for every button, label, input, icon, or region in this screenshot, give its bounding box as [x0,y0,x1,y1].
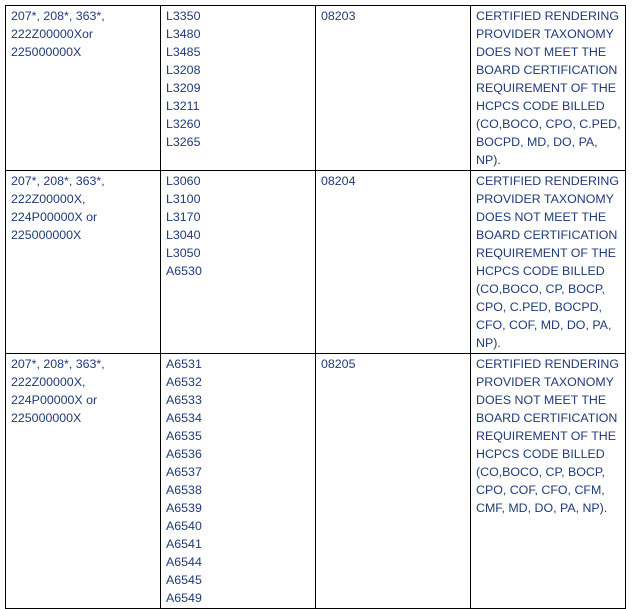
taxonomy-line: 225000000X [11,45,82,59]
hcpcs-code: A6534 [166,411,202,425]
hcpcs-code: L3211 [166,99,200,113]
taxonomy-cell [6,171,161,354]
description-line: PROVIDER TAXONOMY [476,375,614,389]
description-line: BOCPD, MD, DO, PA, [476,135,598,149]
taxonomy-cell [6,6,161,171]
hcpcs-code: A6540 [166,519,202,533]
taxonomy-line: 225000000X [11,228,82,242]
hcpcs-code: L3060 [166,174,201,188]
hcpcs-code: A6537 [166,465,202,479]
hcpcs-code: L3350 [166,9,201,23]
taxonomy-line: 222Z00000Xor [11,27,93,41]
hcpcs-code: A6539 [166,501,202,515]
hcpcs-code: L3480 [166,27,201,41]
description-line: HCPCS CODE BILLED [476,264,605,278]
description-line: REQUIREMENT OF THE [476,429,616,443]
description-line: CERTIFIED RENDERING [476,9,619,23]
description-line: BOARD CERTIFICATION [476,411,618,425]
description-line: (CO,BOCO, CPO, C.PED, [476,117,621,131]
taxonomy-edit-table [5,5,626,609]
hcpcs-code: A6531 [166,357,202,371]
description-line: DOES NOT MEET THE [476,210,607,224]
hcpcs-code: L3265 [166,135,201,149]
taxonomy-cell [6,354,161,609]
edit-code: 08203 [321,9,356,23]
taxonomy-line: 207*, 208*, 363*, [11,174,105,188]
taxonomy-line: 224P00000X or [11,393,98,407]
description-line: REQUIREMENT OF THE [476,246,616,260]
hcpcs-code: A6530 [166,264,202,278]
taxonomy-line: 222Z00000X, [11,192,86,206]
hcpcs-code: A6536 [166,447,202,461]
hcpcs-code: A6549 [166,591,202,605]
hcpcs-code: A6532 [166,375,202,389]
hcpcs-code: L3100 [166,192,201,206]
description-line: CFO, COF, MD, DO, PA, [476,318,612,332]
description-cell [471,354,626,609]
table-row [6,171,626,354]
hcpcs-code: A6538 [166,483,202,497]
hcpcs-code: A6541 [166,537,202,551]
edit-code-cell [316,354,471,609]
hcpcs-code: L3485 [166,45,201,59]
table-row [6,354,626,609]
taxonomy-line: 224P00000X or [11,210,98,224]
edit-code: 08205 [321,357,356,371]
edit-code-cell [316,6,471,171]
description-line: (CO,BOCO, CP, BOCP, [476,282,605,296]
description-line: REQUIREMENT OF THE [476,81,616,95]
hcpcs-code: L3260 [166,117,201,131]
hcpcs-code: A6533 [166,393,202,407]
description-line: NP). [476,336,501,350]
hcpcs-codes-cell [161,171,316,354]
taxonomy-line: 207*, 208*, 363*, [11,9,105,23]
description-line: DOES NOT MEET THE [476,45,607,59]
taxonomy-line: 222Z00000X, [11,375,86,389]
description-line: DOES NOT MEET THE [476,393,607,407]
description-line: BOARD CERTIFICATION [476,63,618,77]
description-line: NP). [476,153,501,167]
taxonomy-line: 207*, 208*, 363*, [11,357,105,371]
edit-code: 08204 [321,174,356,188]
edit-code-cell [316,171,471,354]
hcpcs-code: A6535 [166,429,202,443]
hcpcs-code: L3170 [166,210,201,224]
taxonomy-line: 225000000X [11,411,82,425]
hcpcs-codes-cell [161,6,316,171]
hcpcs-code: L3040 [166,228,201,242]
description-line: (CO,BOCO, CP, BOCP, [476,465,605,479]
description-line: PROVIDER TAXONOMY [476,192,614,206]
description-cell [471,171,626,354]
description-line: PROVIDER TAXONOMY [476,27,614,41]
description-line: BOARD CERTIFICATION [476,228,618,242]
description-line: HCPCS CODE BILLED [476,99,605,113]
description-line: CERTIFIED RENDERING [476,357,619,371]
hcpcs-code: A6545 [166,573,202,587]
description-cell [471,6,626,171]
description-line: CPO, C.PED, BOCPD, [476,300,602,314]
hcpcs-code: L3209 [166,81,201,95]
hcpcs-code: L3050 [166,246,201,260]
hcpcs-codes-cell [161,354,316,609]
description-line: CERTIFIED RENDERING [476,174,619,188]
description-line: CPO, COF, CFO, CFM, [476,483,605,497]
hcpcs-code: L3208 [166,63,201,77]
table-row [6,6,626,171]
description-line: HCPCS CODE BILLED [476,447,605,461]
description-line: CMF, MD, DO, PA, NP). [476,501,608,515]
hcpcs-code: A6544 [166,555,202,569]
